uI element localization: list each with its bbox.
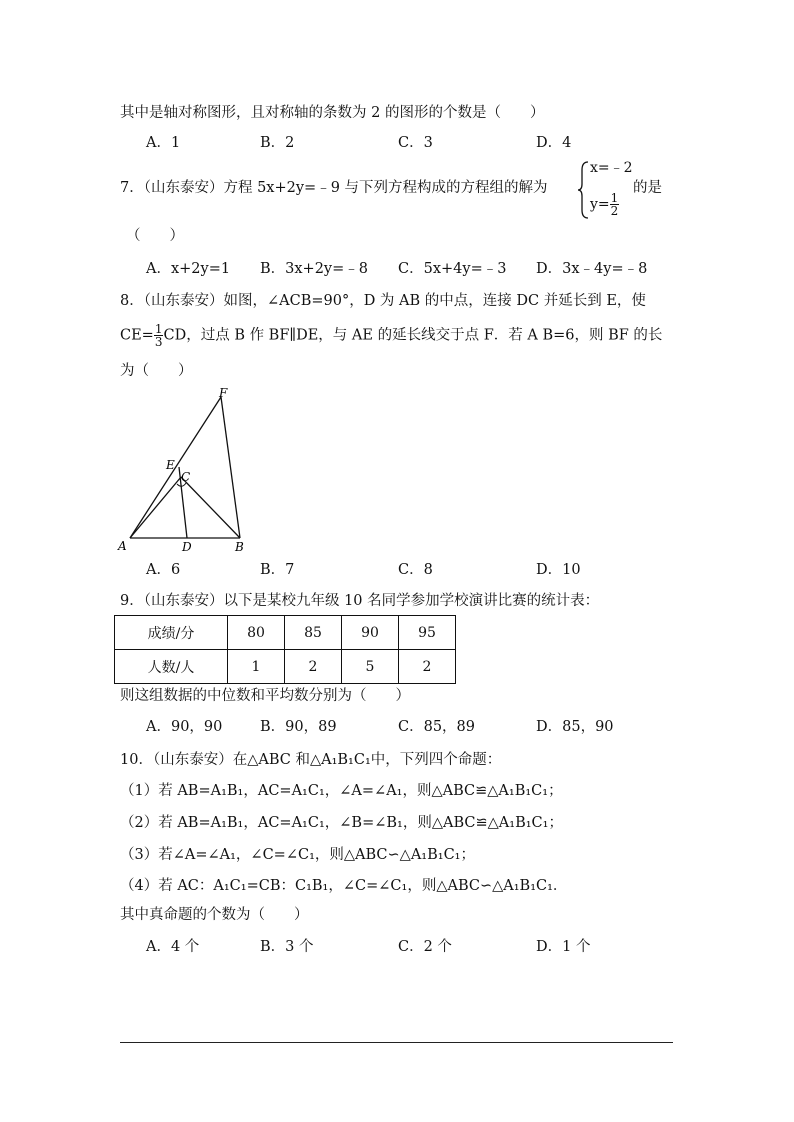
- q6-option-b[interactable]: B．2: [260, 135, 295, 151]
- table-row: [115, 616, 456, 650]
- q6-option-d[interactable]: D．4: [536, 135, 572, 151]
- q7-option-a[interactable]: A．x+2y=1: [146, 261, 231, 277]
- q9-stem: 9．（山东泰安）以下是某校九年级 10 名同学参加学校演讲比赛的统计表：: [120, 593, 600, 609]
- q9-question: 则这组数据的中位数和平均数分别为（ ）: [120, 688, 410, 704]
- q7-system-x: x=﹣2: [590, 160, 633, 176]
- q8-line3: 为（ ）: [120, 363, 193, 379]
- footer-divider: [120, 1042, 673, 1043]
- table-cell: 1: [228, 650, 285, 684]
- q10-option-d[interactable]: D．1 个: [536, 939, 591, 955]
- q9-option-c[interactable]: C．85，89: [398, 719, 475, 735]
- q10-option-c[interactable]: C．2 个: [398, 939, 452, 955]
- q10-question: 其中真命题的个数为（ ）: [120, 907, 309, 923]
- q7-system-y: [590, 192, 619, 217]
- q6-stem: 其中是轴对称图形，且对称轴的条数为 2 的图形的个数是（ ）: [120, 105, 545, 121]
- q6-option-a[interactable]: A．1: [146, 135, 181, 151]
- q6-option-c[interactable]: C．3: [398, 135, 433, 151]
- q10-proposition-1: （1）若 AB=A₁B₁，AC=A₁C₁，∠A=∠A₁，则△ABC≌△A₁B₁C₁；: [120, 783, 563, 799]
- q7-option-b[interactable]: B．3x+2y=﹣8: [260, 261, 368, 277]
- q8-ce-label: CE=: [120, 327, 154, 344]
- q10-proposition-2: （2）若 AB=A₁B₁，AC=A₁C₁，∠B=∠B₁，则△ABC≌△A₁B₁C₁；: [120, 815, 563, 831]
- table-header-cell: 人数/人: [115, 650, 228, 684]
- q10-stem: 10．（山东泰安）在△ABC 和△A₁B₁C₁中，下列四个命题：: [120, 752, 502, 768]
- q8-option-b[interactable]: B．7: [260, 562, 295, 578]
- q9-option-d[interactable]: D．85，90: [536, 719, 614, 735]
- table-cell: 2: [285, 650, 342, 684]
- table-cell: 85: [285, 616, 342, 650]
- q8-label-a: A: [118, 539, 127, 553]
- q8-label-c: C: [181, 470, 191, 484]
- q8-label-b: B: [235, 540, 244, 554]
- table-cell: 2: [399, 650, 456, 684]
- table-header-cell: 成绩/分: [115, 616, 228, 650]
- q8-frac-num: 1: [154, 322, 163, 336]
- q7-stem-suffix: 的是: [633, 180, 662, 196]
- q7-option-c[interactable]: C．5x+4y=﹣3: [398, 261, 507, 277]
- q8-line1: 8．（山东泰安）如图，∠ACB=90°，D 为 AB 的中点，连接 DC 并延长到 E，使: [120, 293, 646, 309]
- q10-proposition-4: （4）若 AC：A₁C₁=CB：C₁B₁，∠C=∠C₁，则△ABC∽△A₁B₁C₁．: [120, 878, 568, 894]
- q8-option-a[interactable]: A．6: [146, 562, 181, 578]
- q10-option-b[interactable]: B．3 个: [260, 939, 314, 955]
- table-cell: 80: [228, 616, 285, 650]
- q8-label-f: F: [219, 386, 228, 400]
- q9-option-b[interactable]: B．90，89: [260, 719, 337, 735]
- table-cell: 5: [342, 650, 399, 684]
- q7-option-d[interactable]: D．3x﹣4y=﹣8: [536, 261, 648, 277]
- q8-line2: [120, 323, 662, 348]
- q7-system-y-label: y=: [590, 196, 610, 213]
- q7-paren: （ ）: [126, 228, 184, 244]
- q8-frac-den: 3: [154, 335, 163, 349]
- q8-option-d[interactable]: D．10: [536, 562, 581, 578]
- q10-proposition-3: （3）若∠A=∠A₁，∠C=∠C₁，则△ABC∽△A₁B₁C₁；: [120, 847, 475, 863]
- table-cell: 95: [399, 616, 456, 650]
- q7-stem: 7．（山东泰安）方程 5x+2y=﹣9 与下列方程构成的方程组的解为: [120, 180, 548, 196]
- q8-label-e: E: [166, 458, 175, 472]
- q9-option-a[interactable]: A．90，90: [146, 719, 223, 735]
- q8-label-d: D: [182, 540, 192, 554]
- q7-frac-den: 2: [610, 204, 619, 218]
- q8-line2-rest: CD，过点 B 作 BF∥DE，与 AE 的延长线交于点 F．若 A B=6，则 BF 的长: [163, 327, 663, 344]
- q7-system-brace: [578, 160, 590, 220]
- q7-frac-num: 1: [610, 191, 619, 205]
- q9-stats-table: [114, 615, 456, 684]
- q8-option-c[interactable]: C．8: [398, 562, 433, 578]
- q7-system-y-fraction: [610, 192, 620, 217]
- table-row: [115, 650, 456, 684]
- q10-option-a[interactable]: A．4 个: [146, 939, 200, 955]
- q8-geometry-figure: [115, 385, 255, 555]
- table-cell: 90: [342, 616, 399, 650]
